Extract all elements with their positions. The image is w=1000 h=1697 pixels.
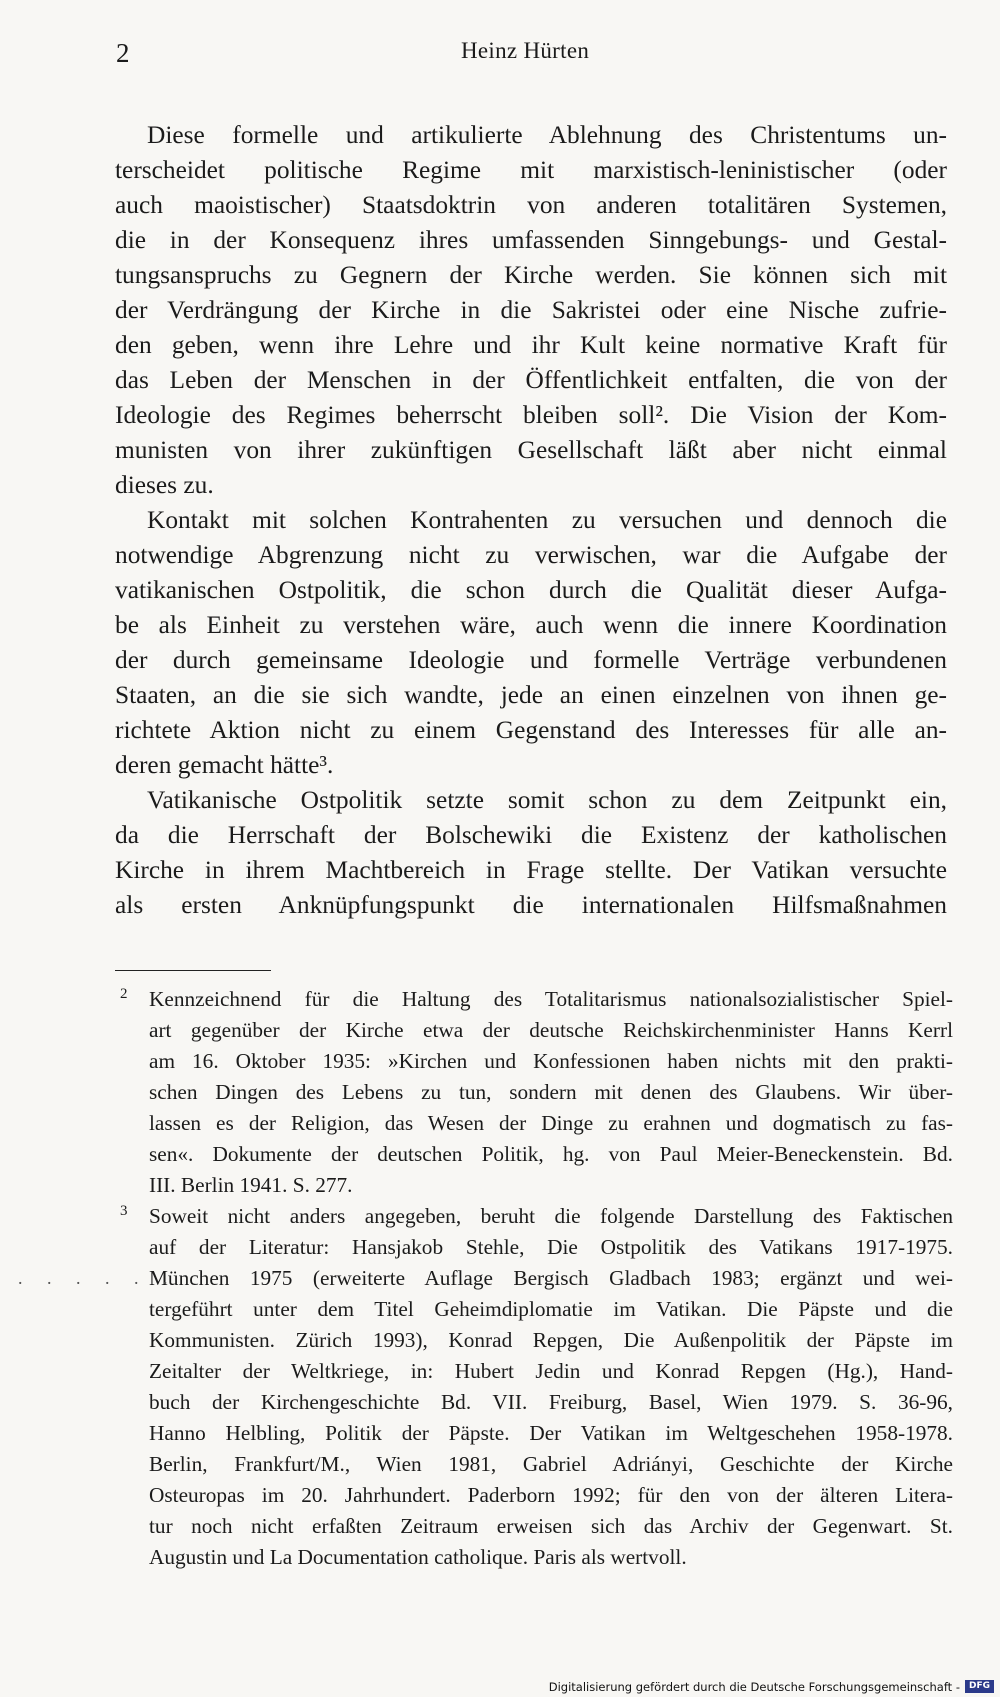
footnote-number: 2 xyxy=(120,986,128,1002)
footnote-line: schen Dingen des Lebens zu tun, sondern mit denen des Glaubens. Wir über- xyxy=(149,1080,953,1104)
body-line: deren gemacht hätte³. xyxy=(115,751,334,779)
footnote-3 xyxy=(115,1201,953,1573)
footnote-2 xyxy=(115,984,953,1201)
footnote-line: München 1975 (erweiterte Auflage Bergisch Gladbach 1983; ergänzt und wei- xyxy=(149,1266,953,1290)
body-line: dieses zu. xyxy=(115,471,214,499)
body-line: Ideologie des Regimes beherrscht bleiben soll². Die Vision der Kom- xyxy=(115,401,947,429)
body-line: da die Herrschaft der Bolschewiki die Existenz der katholischen xyxy=(115,821,947,849)
body-line: notwendige Abgrenzung nicht zu verwischen, war die Aufgabe der xyxy=(115,541,947,569)
margin-marks: . . . . . . xyxy=(18,1268,178,1288)
body-line: auch maoistischer) Staatsdoktrin von anderen totalitären Systemen, xyxy=(115,191,947,219)
footnote-line: Zeitalter der Weltkriege, in: Hubert Jedin und Konrad Repgen (Hg.), Hand- xyxy=(149,1359,953,1383)
body-line: die in der Konsequenz ihres umfassenden Sinngebungs- und Gestal- xyxy=(115,226,947,254)
footnote-line: Augustin und La Documentation catholique. Paris als wertvoll. xyxy=(149,1545,687,1569)
footnote-line: Berlin, Frankfurt/M., Wien 1981, Gabriel Adriányi, Geschichte der Kirche xyxy=(149,1452,953,1476)
footnote-line: am 16. Oktober 1935: »Kirchen und Konfessionen haben nichts mit den prakti- xyxy=(149,1049,953,1073)
body-line: munisten von ihrer zukünftigen Gesellschaft läßt aber nicht einmal xyxy=(115,436,947,464)
footnote-divider xyxy=(115,970,271,971)
footnote-line: Hanno Helbling, Politik der Päpste. Der Vatikan im Weltgeschehen 1958-1978. xyxy=(149,1421,953,1445)
footnote-line: auf der Literatur: Hansjakob Stehle, Die Ostpolitik des Vatikans 1917-1975. xyxy=(149,1235,953,1259)
body-line: terscheidet politische Regime mit marxistisch-leninistischer (oder xyxy=(115,156,947,184)
body-line: tungsanspruchs zu Gegnern der Kirche werden. Sie können sich mit xyxy=(115,261,947,289)
footnote-line: Osteuropas im 20. Jahrhundert. Paderborn 1992; für den von der älteren Litera- xyxy=(149,1483,953,1507)
body-line: Kirche in ihrem Machtbereich in Frage stellte. Der Vatikan versuchte xyxy=(115,856,947,884)
body-line: Kontakt mit solchen Kontrahenten zu versuchen und dennoch die xyxy=(147,506,947,534)
body-line: be als Einheit zu verstehen wäre, auch wenn die innere Koordination xyxy=(115,611,947,639)
body-line: als ersten Anknüpfungspunkt die internationalen Hilfsmaßnahmen xyxy=(115,891,947,919)
body-text xyxy=(115,118,947,923)
footnote-line: Soweit nicht anders angegeben, beruht die folgende Darstellung des Faktischen xyxy=(149,1204,953,1228)
footnote-number: 3 xyxy=(120,1203,128,1219)
body-line: den geben, wenn ihre Lehre und ihr Kult keine normative Kraft für xyxy=(115,331,947,359)
page-number: 2 xyxy=(116,38,130,68)
footnote-line: tergeführt unter dem Titel Geheimdiplomatie im Vatikan. Die Päpste und die xyxy=(149,1297,953,1321)
body-line: der Verdrängung der Kirche in die Sakristei oder eine Nische zufrie- xyxy=(115,296,947,324)
footnote-line: Kommunisten. Zürich 1993), Konrad Repgen, Die Außenpolitik der Päpste im xyxy=(149,1328,953,1352)
footnote-line: sen«. Dokumente der deutschen Politik, hg. von Paul Meier-Beneckenstein. Bd. xyxy=(149,1142,953,1166)
body-line: Diese formelle und artikulierte Ablehnung des Christentums un- xyxy=(147,121,947,149)
dfg-logo: DFG xyxy=(965,1680,994,1693)
body-line: der durch gemeinsame Ideologie und formelle Verträge verbundenen xyxy=(115,646,947,674)
body-line: vatikanischen Ostpolitik, die schon durch die Qualität dieser Aufga- xyxy=(115,576,947,604)
footnotes xyxy=(115,984,953,1573)
body-line: das Leben der Menschen in der Öffentlichkeit entfalten, die von der xyxy=(115,366,947,394)
footnote-line: III. Berlin 1941. S. 277. xyxy=(149,1173,353,1197)
footnote-line: art gegenüber der Kirche etwa der deutsche Reichskirchenminister Hanns Kerrl xyxy=(149,1018,953,1042)
footnote-line: Kennzeichnend für die Haltung des Totalitarismus nationalsozialistischer Spiel- xyxy=(149,987,953,1011)
body-line: richtete Aktion nicht zu einem Gegenstand des Interesses für alle an- xyxy=(115,716,947,744)
footnote-line: lassen es der Religion, das Wesen der Dinge zu erahnen und dogmatisch zu fas- xyxy=(149,1111,953,1135)
digitization-note: Digitalisierung gefördert durch die Deutsche Forschungsgemeinschaft - xyxy=(548,1680,960,1694)
running-head: Heinz Hürten xyxy=(461,38,590,63)
footnote-line: tur noch nicht erfaßten Zeitraum erweisen sich das Archiv der Gegenwart. St. xyxy=(149,1514,953,1538)
footnote-line: buch der Kirchengeschichte Bd. VII. Freiburg, Basel, Wien 1979. S. 36-96, xyxy=(149,1390,953,1414)
body-line: Staaten, an die sie sich wandte, jede an einen einzelnen von ihnen ge- xyxy=(115,681,947,709)
body-line: Vatikanische Ostpolitik setzte somit schon zu dem Zeitpunkt ein, xyxy=(147,786,947,814)
